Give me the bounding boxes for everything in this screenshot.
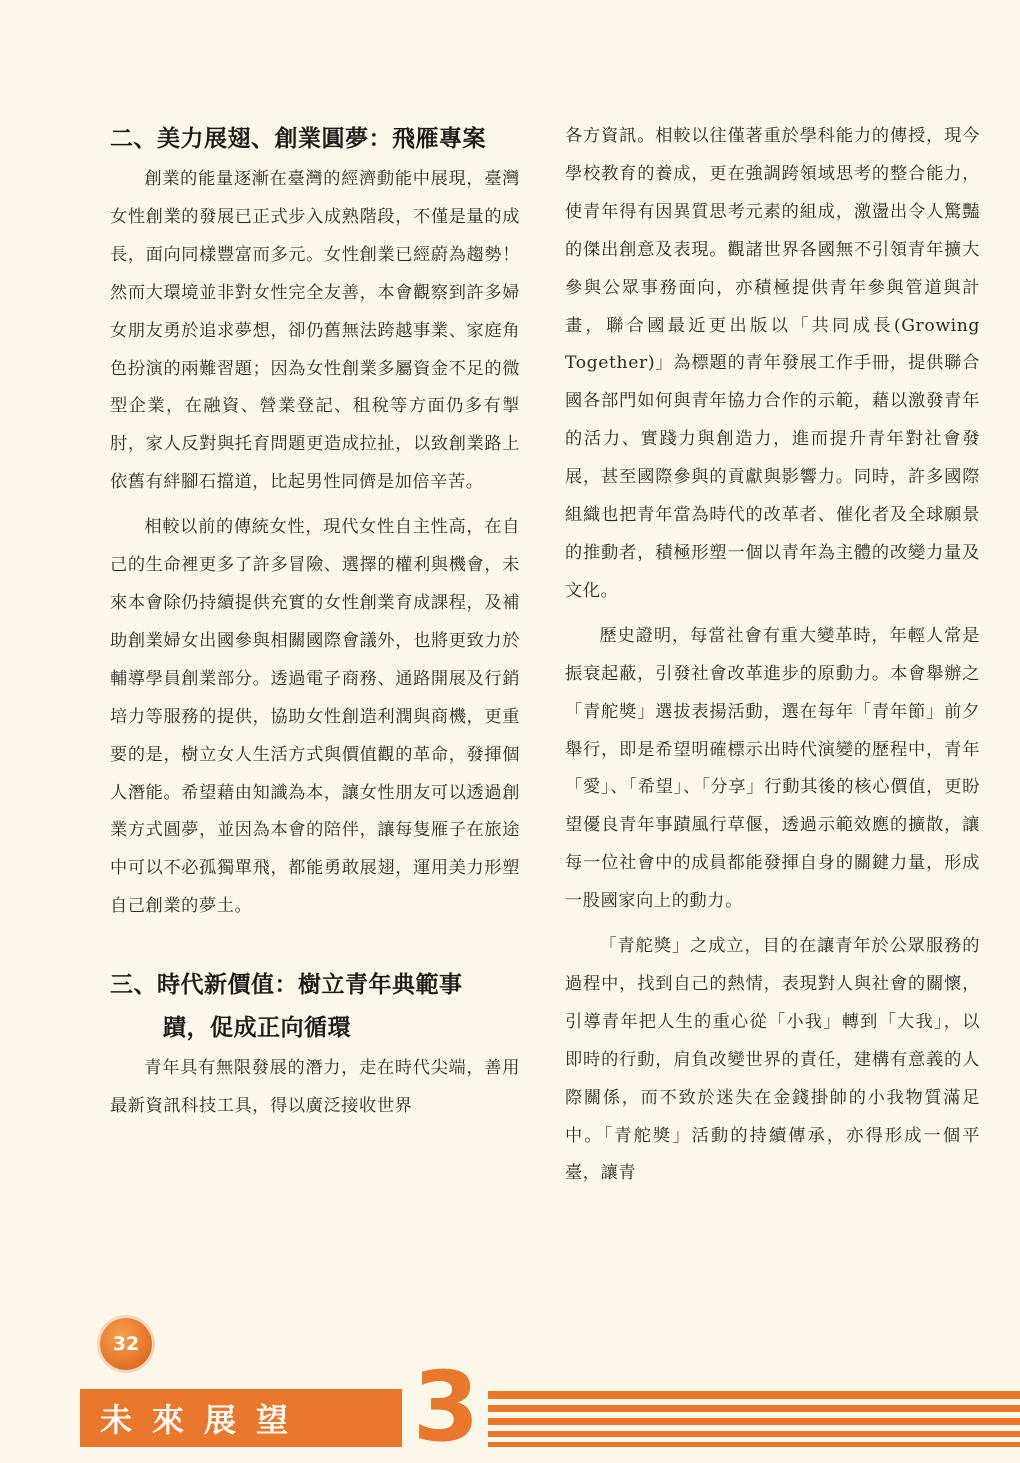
section-3-heading — [110, 964, 520, 1050]
paragraph: 相較以前的傳統女性，現代女性自主性高，在自己的生命裡更多了許多冒險、選擇的權利與機會，未來本會除仍持續提供充實的女性創業育成課程，及補助創業婦女出國參與相關國際會議外，也將更致力於輔導學員創業部分。透過電子商務、通路開展及行銷培力等服務的提供，協助女性創造利潤與商機，更重要的是，樹立女人生活方式與價值觀的革命，發揮個人潛能。希望藉由知識為本，讓女性朋友可以透過創業方式圓夢，並因為本會的陪伴，讓每隻雁子在旅途中可以不必孤獨單飛，都能勇敢展翅，運用美力形塑自己創業的夢土。 — [110, 517, 520, 917]
chapter-number: 3 — [412, 1351, 480, 1463]
paragraph: 歷史證明，每當社會有重大變革時，年輕人常是振衰起蔽，引發社會改革進步的原動力。本會舉辦之「青舵獎」選拔表揚活動，選在每年「青年節」前夕舉行，即是希望明確標示出時代演變的歷程中，青年「愛」、「希望」、「分享」行動其後的核心價值，更盼望優良青年事蹟風行草偃，透過示範效應的擴散，讓每一位社會中的成員都能發揮自身的關鍵力量，形成一股國家向上的動力。 — [565, 625, 980, 912]
section-2-heading: 二、美力展翅、創業圓夢：飛雁專案 — [110, 126, 486, 152]
section-3-heading-line-1: 三、時代新價值：樹立青年典範事 — [110, 972, 463, 999]
paragraph: 「青舵獎」之成立，目的在讓青年於公眾服務的過程中，找到自己的熱情，表現對人與社會的關懷，引導青年把人生的重心從「小我」轉到「大我」，以即時的行動，肩負改變世界的責任，建構有意義的人際關係，而不致於迷失在金錢掛帥的小我物質滿足中。「青舵獎」活動的持續傳承，亦得形成一個平臺，讓青 — [565, 936, 980, 1184]
left-column — [110, 118, 520, 1126]
decorative-stripes — [488, 1389, 1020, 1447]
page-number-badge: 32 — [100, 1318, 152, 1370]
section-3-heading-line-2: 蹟，促成正向循環 — [163, 1015, 351, 1042]
paragraph: 青年具有無限發展的潛力，走在時代尖端，善用最新資訊科技工具，得以廣泛接收世界 — [110, 1058, 520, 1117]
paragraph-continuation: 各方資訊。相較以往僅著重於學科能力的傳授，現今學校教育的養成，更在強調跨領域思考的整合能力，使青年得有因異質思考元素的組成，激盪出令人驚豔的傑出創意及表現。觀諸世界各國無不引領青年擴大參與公眾事務面向，亦積極提供青年參與管道與計畫，聯合國最近更出版以「共同成長(Growing Together)」為標題的青年發展工作手冊，提供聯合國各部門如何與青年協力合作的示範，藉以激發青年的活力、實踐力與創造力，進而提升青年對社會發展，甚至國際參與的貢獻與影響力。同時，許多國際組織也把青年當為時代的改革者、催化者及全球願景的推動者，積極形塑一個以青年為主體的改變力量及文化。 — [565, 126, 980, 601]
right-column — [565, 118, 980, 1193]
chapter-title: 未來展望 — [100, 1401, 309, 1439]
paragraph: 創業的能量逐漸在臺灣的經濟動能中展現，臺灣女性創業的發展已正式步入成熟階段，不僅是量的成長，面向同樣豐富而多元。女性創業已經蔚為趨勢！然而大環境並非對女性完全友善，本會觀察到許多婦女朋友勇於追求夢想，卻仍舊無法跨越事業、家庭角色扮演的兩難習題；因為女性創業多屬資金不足的微型企業，在融資、營業登記、租稅等方面仍多有掣肘，家人反對與托育問題更造成拉扯，以致創業路上依舊有絆腳石擋道，比起男性同儕是加倍辛苦。 — [110, 169, 520, 493]
